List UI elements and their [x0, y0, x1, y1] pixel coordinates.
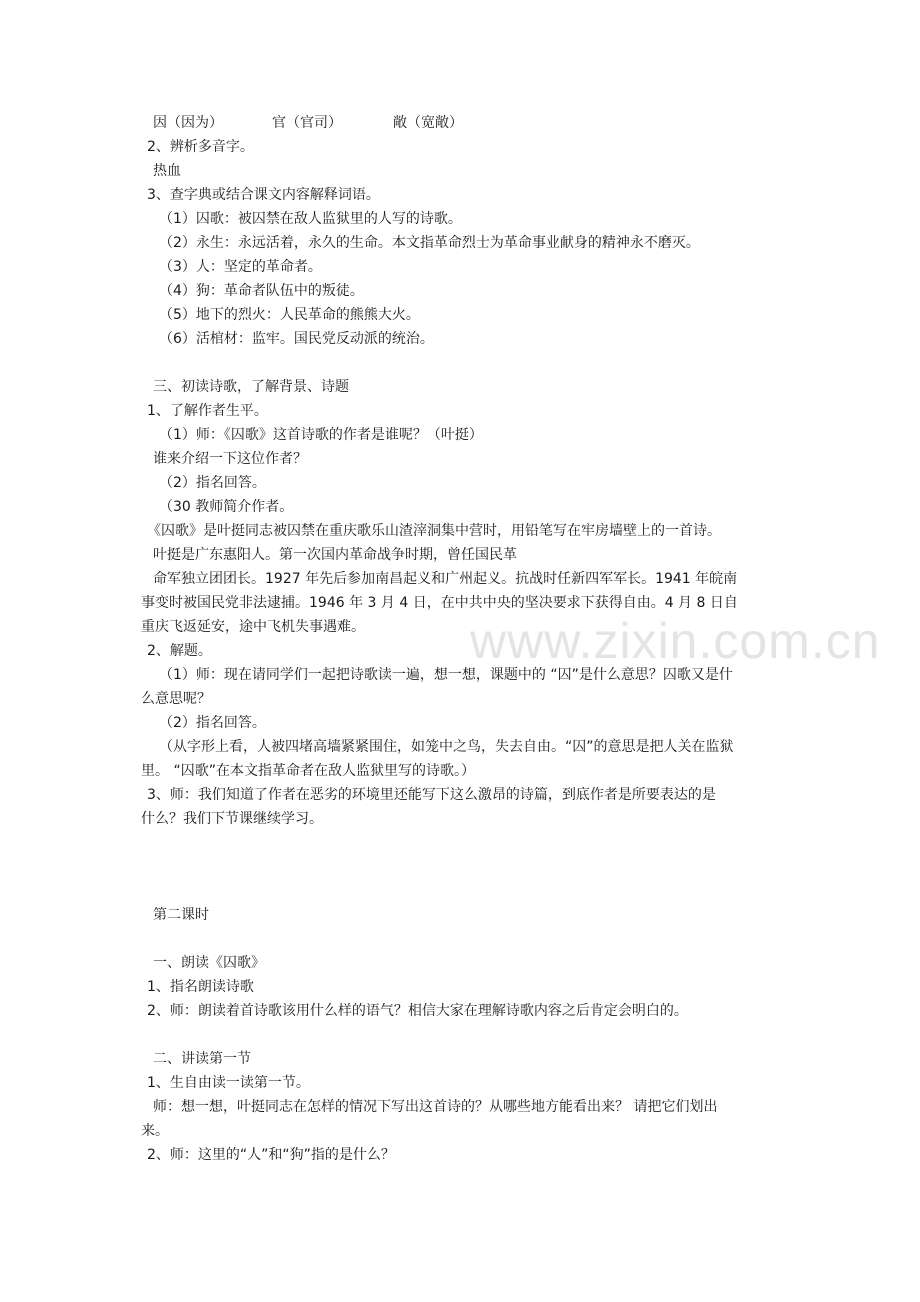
text-line: 热血 [153, 163, 181, 179]
text-line: 《囚歌》是叶挺同志被囚禁在重庆歌乐山渣滓洞集中营时，用铅笔写在牢房墙壁上的一首诗。 [147, 523, 721, 539]
text-line: （1）囚歌：被囚禁在敌人监狱里的人写的诗歌。 [159, 211, 462, 227]
text-line: 官（官司） [272, 115, 342, 131]
text-line: （30 教师简介作者。 [159, 499, 294, 515]
text-line: （2）指名回答。 [159, 475, 266, 491]
text-line: 师：想一想，叶挺同志在怎样的情况下写出这首诗的？从哪些地方能看出来？ 请把它们划出 [153, 1099, 718, 1115]
text-line: 因（因为） [153, 115, 223, 131]
text-line: 谁来介绍一下这位作者？ [153, 451, 307, 467]
text-line: 2、辨析多音字。 [147, 139, 254, 155]
text-line: 2、师：朗读着首诗歌该用什么样的语气？相信大家在理解诗歌内容之后肯定会明白的。 [147, 1003, 688, 1019]
text-line: 敞（宽敞） [393, 115, 463, 131]
text-line: （4）狗：革命者队伍中的叛徒。 [159, 283, 364, 299]
watermark: www.zixin.com.cn [470, 613, 881, 669]
section-heading: 三、初读诗歌，了解背景、诗题 [153, 379, 349, 395]
text-line: 重庆飞返延安，途中飞机失事遇难。 [141, 619, 365, 635]
section-heading: 一、朗读《囚歌》 [153, 955, 265, 971]
text-line: 里。 “囚歌”在本文指革命者在敌人监狱里写的诗歌。） [141, 763, 475, 779]
text-line: 3、查字典或结合课文内容解释词语。 [147, 187, 380, 203]
text-line: （从字形上看，人被四堵高墙紧紧围住，如笼中之鸟，失去自由。“囚”的意思是把人关在监狱 [159, 739, 734, 755]
text-line: （5）地下的烈火：人民革命的熊熊大火。 [159, 307, 420, 323]
text-line: 命军独立团团长。1927 年先后参加南昌起义和广州起义。抗战时任新四军军长。1941 年皖南 [153, 571, 738, 587]
text-line: 3、师：我们知道了作者在恶劣的环境里还能写下这么激昂的诗篇，到底作者是所要表达的是 [147, 787, 716, 803]
text-line: （1）师：《囚歌》这首诗歌的作者是谁呢？（叶挺） [159, 427, 483, 443]
text-line: 1、指名朗读诗歌 [147, 979, 254, 995]
text-line: （6）活棺材：监牢。国民党反动派的统治。 [159, 331, 434, 347]
text-line: 什么？我们下节课继续学习。 [141, 811, 323, 827]
text-line: 2、解题。 [147, 643, 212, 659]
text-line: 1、生自由读一读第一节。 [147, 1075, 310, 1091]
text-line: 1、了解作者生平。 [147, 403, 268, 419]
text-line: （2）指名回答。 [159, 715, 266, 731]
text-line: （2）永生：永远活着，永久的生命。本文指革命烈士为革命事业献身的精神永不磨灭。 [159, 235, 700, 251]
lesson-heading: 第二课时 [153, 907, 209, 923]
text-line: 2、师：这里的“人”和“狗”指的是什么？ [147, 1147, 395, 1163]
text-line: 叶挺是广东惠阳人。第一次国内革命战争时期，曾任国民革 [153, 547, 517, 563]
section-heading: 二、讲读第一节 [153, 1051, 251, 1067]
text-line: 来。 [141, 1123, 169, 1139]
text-line: 么意思呢？ [141, 691, 211, 707]
text-line: 事变时被国民党非法逮捕。1946 年 3 月 4 日，在中共中央的坚决要求下获得自由。4 月 8 日自 [141, 595, 738, 611]
text-line: （1）师：现在请同学们一起把诗歌读一遍，想一想，课题中的 “囚”是什么意思？囚歌又是什 [159, 667, 733, 683]
text-line: （3）人：坚定的革命者。 [159, 259, 322, 275]
